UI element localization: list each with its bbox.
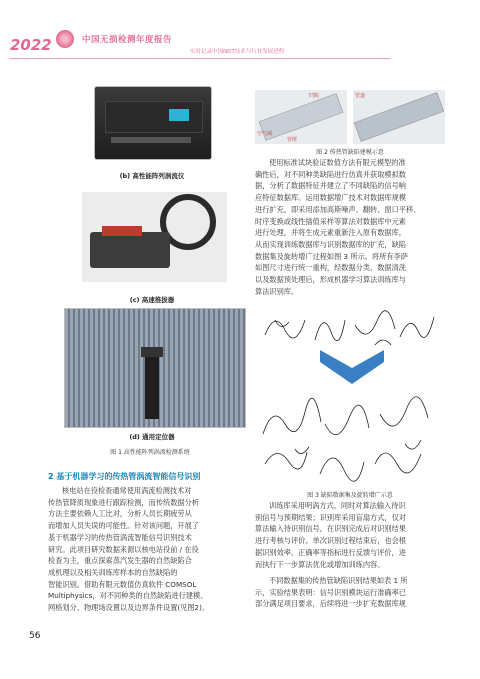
figure3-dataset-lower xyxy=(255,394,445,486)
para1-line: 据，分析了数据特征并建立了不同缺陷的信号响 xyxy=(255,181,406,191)
section2-line: 基于机器学习的传热管涡流智能信号识别技术 xyxy=(48,532,192,542)
para2-line: 进行考核与评价。单次识别过程结束后，也会根 xyxy=(255,536,406,546)
figure2-label-dent: 凹陷 xyxy=(309,93,320,99)
para1-line: 确性后，对不同种类缺陷进行仿真并获取模拟数 xyxy=(255,169,406,179)
right-paragraph-1 xyxy=(255,157,445,297)
para1-line: 数据集及旋转增广过程如图 3 所示。将所有李萨 xyxy=(255,251,408,261)
para1-line: 算法识别库。 xyxy=(255,286,299,296)
para2-line: 而执行下一步算法优化或增加训练内容。 xyxy=(255,559,385,569)
section2-line: 智能识别。借助有限元数值仿真软件 COMSOL xyxy=(48,579,197,589)
section2-line: 检查为主，重点探索蒸汽发生器的自然缺陷合 xyxy=(48,556,192,566)
photo-general-locator xyxy=(64,308,246,428)
figure2-model-images xyxy=(255,90,445,144)
para3-line: 不同数据集的传热管缺陷识别结果如表 1 所 xyxy=(269,576,408,585)
para1-line: 从而实现训练数据库与识别数据库的扩充，缺陷 xyxy=(255,239,406,249)
para2-line: 算法输入待识别信号，在识别完成后对识别结果 xyxy=(255,524,406,534)
para1-line: 应特征数据库。运用数据增广技术对数据库规模 xyxy=(255,193,406,203)
figure3-dataset-upper xyxy=(255,305,445,351)
section2-line: 传热管降质现象进行跟踪检测，而传统数据分析 xyxy=(48,497,199,507)
figure1-caption-b: (b) 高性能阵列涡流仪 xyxy=(119,172,185,180)
section-2-heading: 2 基于机器学习的传热管涡流智能信号识别 xyxy=(48,472,201,481)
photo-high-speed-pusher xyxy=(82,192,227,282)
section2-line: Multiphysics，对不同种类的自然缺陷进行建模、 xyxy=(48,591,208,601)
para1-line: 时序变换或线性插值采样等算法对数据库中元素 xyxy=(255,216,406,226)
report-logo-icon xyxy=(56,30,74,48)
lissajous-lower-svg xyxy=(255,394,445,486)
section2-line: 方法主要依赖人工比对，分析人员长期疲劳从 xyxy=(48,509,192,519)
section2-line: 而增加人员失误的可能性。针对该问题，开展了 xyxy=(48,521,199,531)
para2-line: 训练库采用明涡方式，同时对算法输入待识 xyxy=(269,501,406,510)
para3-line: 部分满足项目要求，后续将进一步扩充数据库规 xyxy=(255,599,406,609)
figure2-label-wall: 管壁 xyxy=(287,137,298,143)
figure2-label-pipe: 管道 xyxy=(355,93,366,99)
down-arrow-icon xyxy=(320,350,384,384)
para1-line: 使用标准试块验证数值方法有限元模型的准 xyxy=(269,158,406,167)
right-paragraph-3 xyxy=(255,575,445,610)
lissajous-upper-svg xyxy=(255,305,445,351)
figure2-svg xyxy=(255,90,445,144)
page-number: 56 xyxy=(29,631,41,641)
para2-line: 据识别效率、正确率等指标进行反馈与评价，进 xyxy=(255,547,406,557)
figure1-caption: 图 1 高性能阵列涡流检测系统 xyxy=(110,449,190,456)
figure3-caption: 图 3 缺陷数据集及旋转增广示意 xyxy=(307,492,393,499)
section2-line: 网格划分、物理场设置以及边界条件设置(见图2)。 xyxy=(48,603,210,613)
section2-line: 研究。此项目研究数据来源以核电站役前 / 在役 xyxy=(48,544,199,554)
figure1-caption-d: (d) 通用定位器 xyxy=(129,433,175,441)
section2-line: 成机理以及相关训练库样本的自然缺陷的 xyxy=(48,567,178,577)
para3-line: 示，实验结果表明：信号识别模块运行准确率已 xyxy=(255,587,406,597)
right-paragraph-2 xyxy=(255,500,445,570)
figure2-caption: 图 2 传热管缺陷建模示意 xyxy=(316,149,384,156)
figure2-label-air: 空气域 xyxy=(257,131,273,137)
header-divider xyxy=(10,58,390,59)
para1-line: 进行处理，并将生成元素重新注入原有数据库， xyxy=(255,228,406,238)
section-2-paragraph xyxy=(48,485,240,614)
para1-line: 如图尺寸进行统一重构，经数据分类、数据清洗 xyxy=(255,263,406,273)
report-year: 2022 xyxy=(10,36,52,54)
report-subtitle: 实时记录中国NDT技术与行业发展进程 xyxy=(190,49,285,55)
figure1-caption-c: (c) 高速推拔器 xyxy=(129,296,175,304)
section2-line: 核电站在役检查通常使用涡流检测技术对 xyxy=(62,486,192,495)
para1-line: 以及数据预处理后，形成机器学习算法训练库与 xyxy=(255,275,406,285)
photo-eddy-current-instrument xyxy=(94,86,212,160)
para1-line: 进行扩充，即采用添加高斯噪声、翻转、窗口平移、 xyxy=(255,204,421,214)
report-title: 中国无损检测年度报告 xyxy=(82,35,173,45)
para2-line: 别信号与预期结果；识别库采用盲扇方式，仅对 xyxy=(255,512,406,522)
